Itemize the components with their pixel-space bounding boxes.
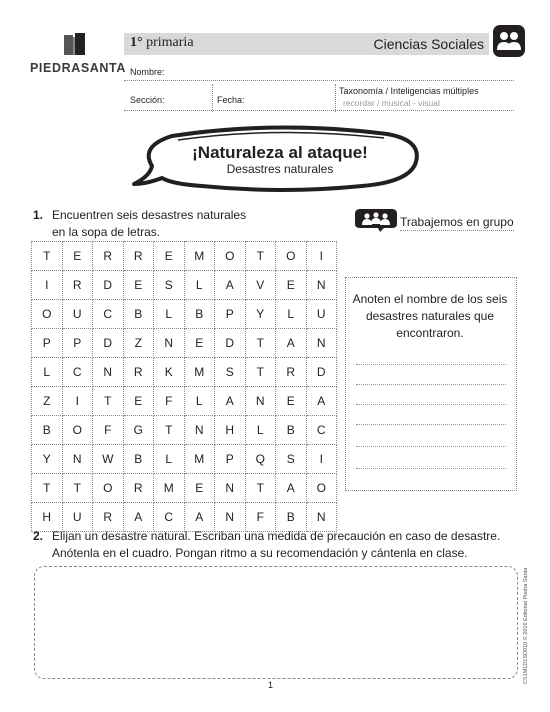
subject-title: Ciencias Sociales [373,36,484,52]
grid-cell[interactable]: N [306,503,337,532]
grid-cell[interactable]: E [123,387,154,416]
grid-row [32,416,337,445]
grid-cell[interactable]: O [93,474,124,503]
grid-cell[interactable]: O [32,300,63,329]
grid-cell[interactable]: T [245,474,276,503]
grid-cell[interactable]: P [62,329,93,358]
grid-row [32,242,337,271]
group-work-label: Trabajemos en grupo [400,215,514,229]
grid-cell[interactable]: L [184,271,215,300]
grid-cell[interactable]: G [123,416,154,445]
grid-cell[interactable]: I [306,445,337,474]
grid-cell[interactable]: E [276,387,307,416]
name-label: Nombre: [130,67,165,77]
grid-cell[interactable]: A [123,503,154,532]
grid-cell[interactable]: A [306,387,337,416]
grid-cell[interactable]: L [245,416,276,445]
grid-cell[interactable]: F [245,503,276,532]
grid-cell[interactable]: M [184,242,215,271]
grid-cell[interactable]: A [276,329,307,358]
grid-cell[interactable]: R [93,503,124,532]
grid-cell[interactable]: E [123,271,154,300]
grid-cell[interactable]: F [93,416,124,445]
grid-cell[interactable]: R [276,358,307,387]
answer-prompt: Anoten el nombre de los seis desastres naturales que encontraron. [352,292,508,340]
grid-cell[interactable]: B [123,300,154,329]
group-work-icon [354,207,398,233]
people-icon [493,25,525,57]
answer-line[interactable] [356,404,506,405]
grid-cell[interactable]: D [93,329,124,358]
grid-cell[interactable]: T [154,416,185,445]
grid-cell[interactable]: A [276,474,307,503]
grid-cell[interactable]: R [123,358,154,387]
grid-row [32,300,337,329]
grid-cell[interactable]: B [276,416,307,445]
grid-cell[interactable]: M [154,474,185,503]
grid-cell[interactable]: V [245,271,276,300]
grade-label [130,35,194,51]
grid-cell[interactable]: N [215,503,246,532]
taxonomy-values: recordar / musical - visual [343,98,440,108]
grid-cell[interactable]: C [62,358,93,387]
activity-2-number: 2. [33,529,44,543]
answer-line[interactable] [356,384,506,385]
grid-cell[interactable]: L [154,445,185,474]
grid-cell[interactable]: E [184,474,215,503]
instruction-line: Encuentren seis desastres naturales [52,208,247,222]
grid-row [32,358,337,387]
grid-cell[interactable]: Y [245,300,276,329]
copyright-note [519,556,531,686]
grid-cell[interactable]: T [62,474,93,503]
grid-row [32,387,337,416]
book-logo-icon [62,33,88,57]
grid-cell[interactable]: S [276,445,307,474]
grid-cell[interactable]: P [32,329,63,358]
grid-cell[interactable]: Z [123,329,154,358]
grid-cell[interactable]: E [62,242,93,271]
answer-line[interactable] [356,364,506,365]
grid-cell[interactable]: T [32,242,63,271]
grade-level: primaria [146,35,194,50]
grid-cell[interactable]: U [62,503,93,532]
grid-cell[interactable]: R [123,242,154,271]
grid-cell[interactable]: C [93,300,124,329]
divider [335,84,336,112]
grid-cell[interactable]: F [154,387,185,416]
grid-cell[interactable]: L [32,358,63,387]
section-label: Sección: [130,95,165,105]
grid-cell[interactable]: Q [245,445,276,474]
grid-cell[interactable]: W [93,445,124,474]
worksheet-subtitle: Desastres naturales [226,162,334,176]
grid-cell[interactable]: K [154,358,185,387]
instruction-line: Anótenla en el cuadro. Pongan ritmo a su recomendación y cántenla en clase. [52,546,468,560]
grid-cell[interactable]: E [276,271,307,300]
answer-line[interactable] [356,468,506,469]
grid-cell[interactable]: A [184,503,215,532]
name-field[interactable] [124,80,514,81]
grid-cell[interactable]: B [32,416,63,445]
grid-cell[interactable]: D [306,358,337,387]
grid-cell[interactable]: B [184,300,215,329]
instruction-line: Elijan un desastre natural. Escriban una medida de precaución en caso de desastre. [52,529,501,543]
grid-cell[interactable]: N [215,474,246,503]
grid-cell[interactable]: O [306,474,337,503]
answer-line[interactable] [356,446,506,447]
grid-cell[interactable]: C [306,416,337,445]
divider [212,84,213,112]
grid-cell[interactable]: L [154,300,185,329]
grid-cell[interactable]: O [215,242,246,271]
grid-cell[interactable]: A [215,271,246,300]
word-search-grid[interactable] [31,241,337,532]
response-box[interactable] [34,566,518,679]
grid-cell[interactable]: R [93,242,124,271]
grid-cell[interactable]: Z [32,387,63,416]
grid-cell[interactable]: T [245,329,276,358]
grid-cell[interactable]: E [184,329,215,358]
grid-cell[interactable]: E [154,242,185,271]
grid-cell[interactable]: N [306,271,337,300]
grid-cell[interactable]: H [32,503,63,532]
grid-row [32,474,337,503]
grid-cell[interactable]: L [184,387,215,416]
answer-line[interactable] [356,424,506,425]
grid-cell[interactable]: N [306,329,337,358]
activity-1-number: 1. [33,208,44,222]
grid-cell[interactable]: I [62,387,93,416]
page-number: 1 [268,680,274,690]
grid-cell[interactable]: M [184,358,215,387]
grid-cell[interactable]: R [62,271,93,300]
grid-cell[interactable]: N [93,358,124,387]
grid-cell[interactable]: M [184,445,215,474]
grid-row [32,445,337,474]
grid-cell[interactable]: L [276,300,307,329]
grid-row [32,271,337,300]
taxonomy-label: Taxonomía / Inteligencias múltiples [339,86,479,96]
grid-cell[interactable]: I [32,271,63,300]
grid-cell[interactable]: D [215,329,246,358]
grid-cell[interactable]: C [154,503,185,532]
grid-cell[interactable]: U [62,300,93,329]
date-label: Fecha: [217,95,245,105]
grid-cell[interactable]: B [276,503,307,532]
grid-cell[interactable]: S [215,358,246,387]
grid-cell[interactable]: R [123,474,154,503]
grid-cell[interactable]: N [154,329,185,358]
grid-row [32,329,337,358]
grade-number: 1° [130,35,143,50]
grid-cell[interactable]: O [276,242,307,271]
grid-cell[interactable]: O [62,416,93,445]
grid-cell[interactable]: Y [32,445,63,474]
instruction-line: en la sopa de letras. [52,225,161,239]
grid-cell[interactable]: B [123,445,154,474]
grid-cell[interactable]: T [32,474,63,503]
grid-cell[interactable]: N [184,416,215,445]
grid-cell[interactable]: T [93,387,124,416]
grid-cell[interactable]: T [245,242,276,271]
grid-cell[interactable]: H [215,416,246,445]
grid-cell[interactable]: P [215,300,246,329]
copyright-text: CS1M1D1SD010 © 2016 Editorial Piedra Santa [523,567,529,684]
grid-cell[interactable]: U [306,300,337,329]
activity-2-instruction [52,528,500,562]
grid-cell[interactable]: I [306,242,337,271]
grid-cell[interactable]: N [245,387,276,416]
grid-cell[interactable]: N [62,445,93,474]
grid-cell[interactable]: A [215,387,246,416]
worksheet-title: ¡Naturaleza al ataque! [192,143,368,162]
publisher-logo: PIEDRASANTA [30,61,126,75]
activity-1-instruction [52,207,246,241]
grid-cell[interactable]: D [93,271,124,300]
section-date-field[interactable] [124,110,514,111]
grid-cell[interactable]: P [215,445,246,474]
grid-cell[interactable]: S [154,271,185,300]
grid-cell[interactable]: T [245,358,276,387]
